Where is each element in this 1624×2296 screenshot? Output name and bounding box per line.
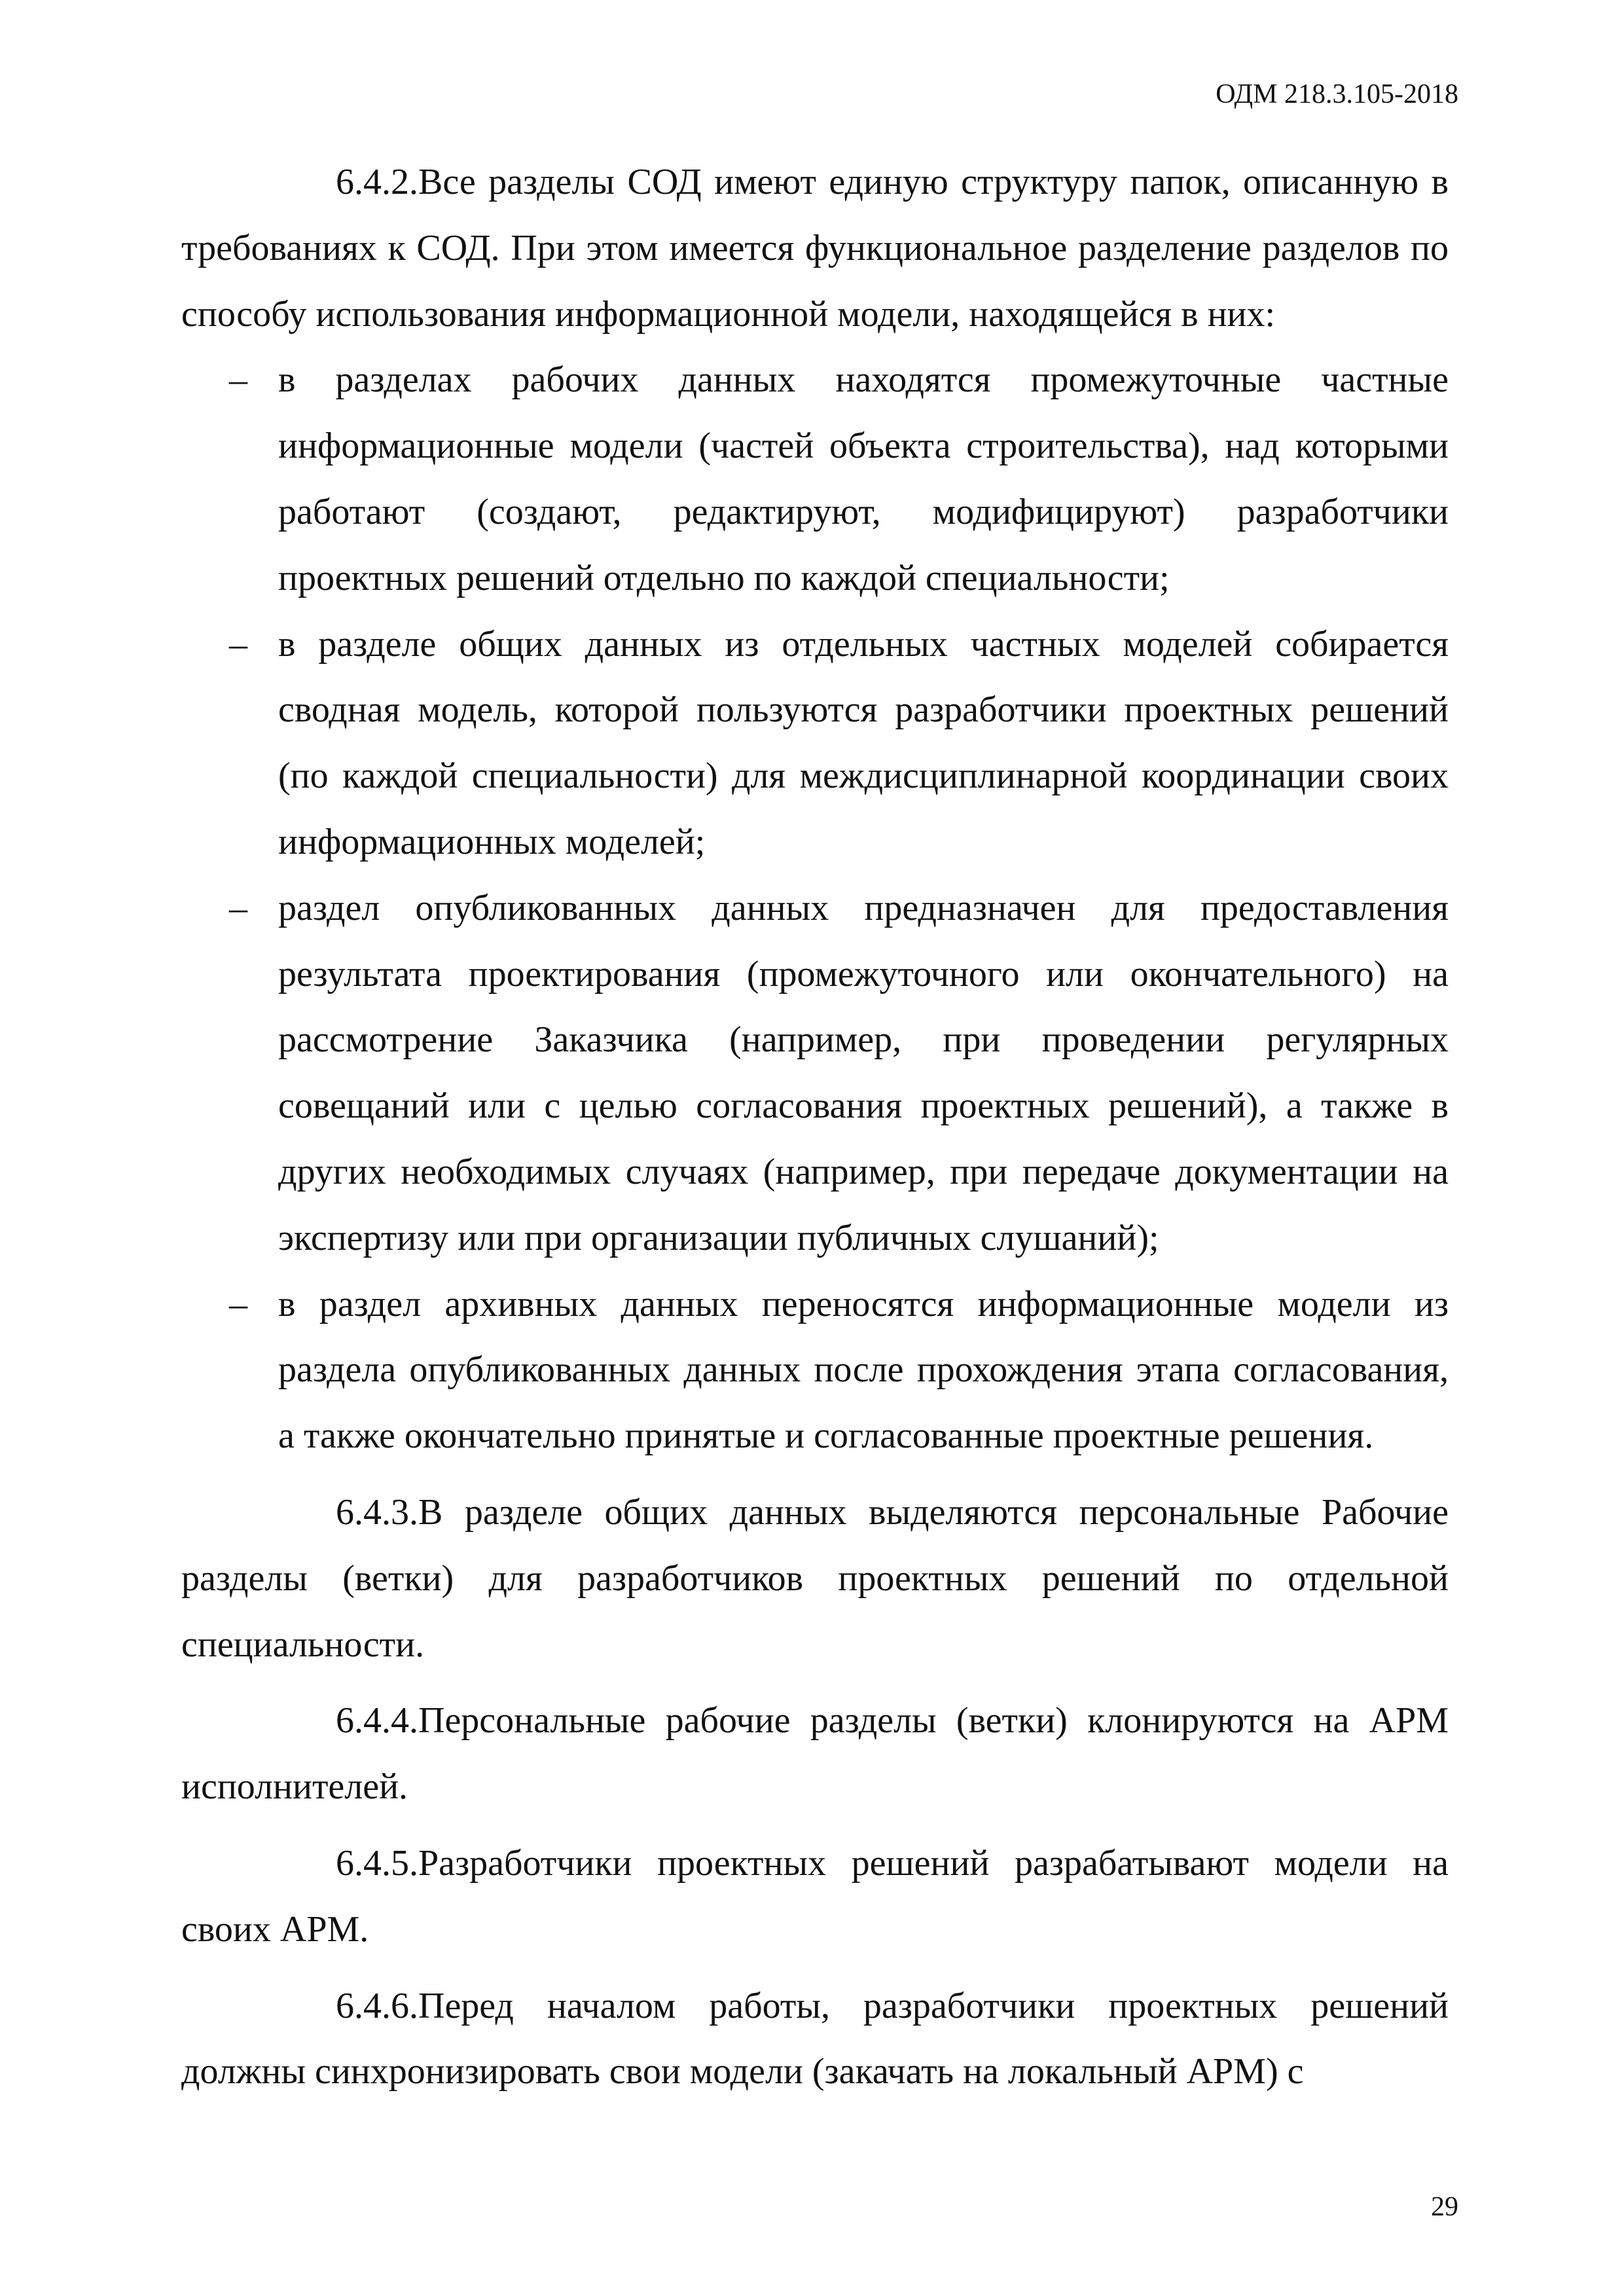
document-code: ОДМ 218.3.105-2018 xyxy=(1216,79,1458,109)
page-number: 29 xyxy=(1431,2192,1458,2222)
paragraph-number: 6.4.6. xyxy=(336,1985,418,2026)
dash-bullet: – xyxy=(229,359,247,401)
list-item xyxy=(229,875,1449,1271)
spacer xyxy=(181,1469,1449,1480)
list-item xyxy=(229,611,1449,875)
paragraph-number: 6.4.3. xyxy=(336,1491,418,1533)
section-types-list xyxy=(181,347,1449,1469)
paragraph-number: 6.4.5. xyxy=(336,1842,418,1884)
spacer xyxy=(181,1963,1449,1973)
list-item-text: в разделе общих данных из отдельных частных моделей собирается сводная модель, которой пользуются разработчики проектных решений (по каждой специальности) для междисциплинарной координации своих информационных моделей; xyxy=(278,623,1449,862)
paragraph-number: 6.4.4. xyxy=(336,1700,418,1741)
paragraph-number: 6.4.2. xyxy=(336,162,418,202)
paragraph-6-4-3 xyxy=(181,1480,1449,1677)
list-item xyxy=(229,347,1449,611)
list-item xyxy=(229,1271,1449,1469)
paragraph-6-4-2 xyxy=(181,149,1449,347)
paragraph-text: В разделе общих данных выделяются персональные Рабочие разделы (ветки) для разработчиков проектных решений по отдельной специальности. xyxy=(181,1491,1449,1665)
dash-bullet: – xyxy=(229,1283,247,1324)
dash-bullet: – xyxy=(229,887,247,928)
paragraph-6-4-6 xyxy=(181,1973,1449,2105)
paragraph-6-4-5 xyxy=(181,1831,1449,1963)
paragraph-text: Перед началом работы, разработчики проектных решений должны синхронизировать свои модели (закачать на локальный АРМ) с xyxy=(181,1985,1449,2092)
paragraph-text: Все разделы СОД имеют единую структуру папок, описанную в требованиях к СОД. При этом имеется функциональное разделение разделов по способу использования информационной модели, находящейся в них: xyxy=(181,162,1449,335)
list-item-text: в раздел архивных данных переносятся информационные модели из раздела опубликованных данных после прохождения этапа согласования, а также окончательно принятые и согласованные проектные решения. xyxy=(278,1283,1449,1457)
paragraph-text: Разработчики проектных решений разрабатывают модели на своих АРМ. xyxy=(181,1842,1449,1950)
spacer xyxy=(181,1820,1449,1831)
dash-bullet: – xyxy=(229,623,247,665)
spacer xyxy=(181,1677,1449,1688)
list-item-text: раздел опубликованных данных предназначен для предоставления результата проектирования (промежуточного или окончательного) на рассмотрение Заказчика (например, при проведении регулярных совещаний или с целью согласования проектных решений), а также в других необходимых случаях (например, при передаче документации на экспертизу или при организации публичных слушаний); xyxy=(278,887,1449,1258)
list-item-text: в разделах рабочих данных находятся промежуточные частные информационные модели (частей объекта строительства), над которыми работают (создают, редактируют, модифицируют) разработчики проектных решений отдельно по каждой специальности; xyxy=(278,359,1449,598)
paragraph-text: Персональные рабочие разделы (ветки) клонируются на АРМ исполнителей. xyxy=(181,1700,1449,1808)
page-body xyxy=(181,149,1449,2105)
paragraph-6-4-4 xyxy=(181,1688,1449,1820)
